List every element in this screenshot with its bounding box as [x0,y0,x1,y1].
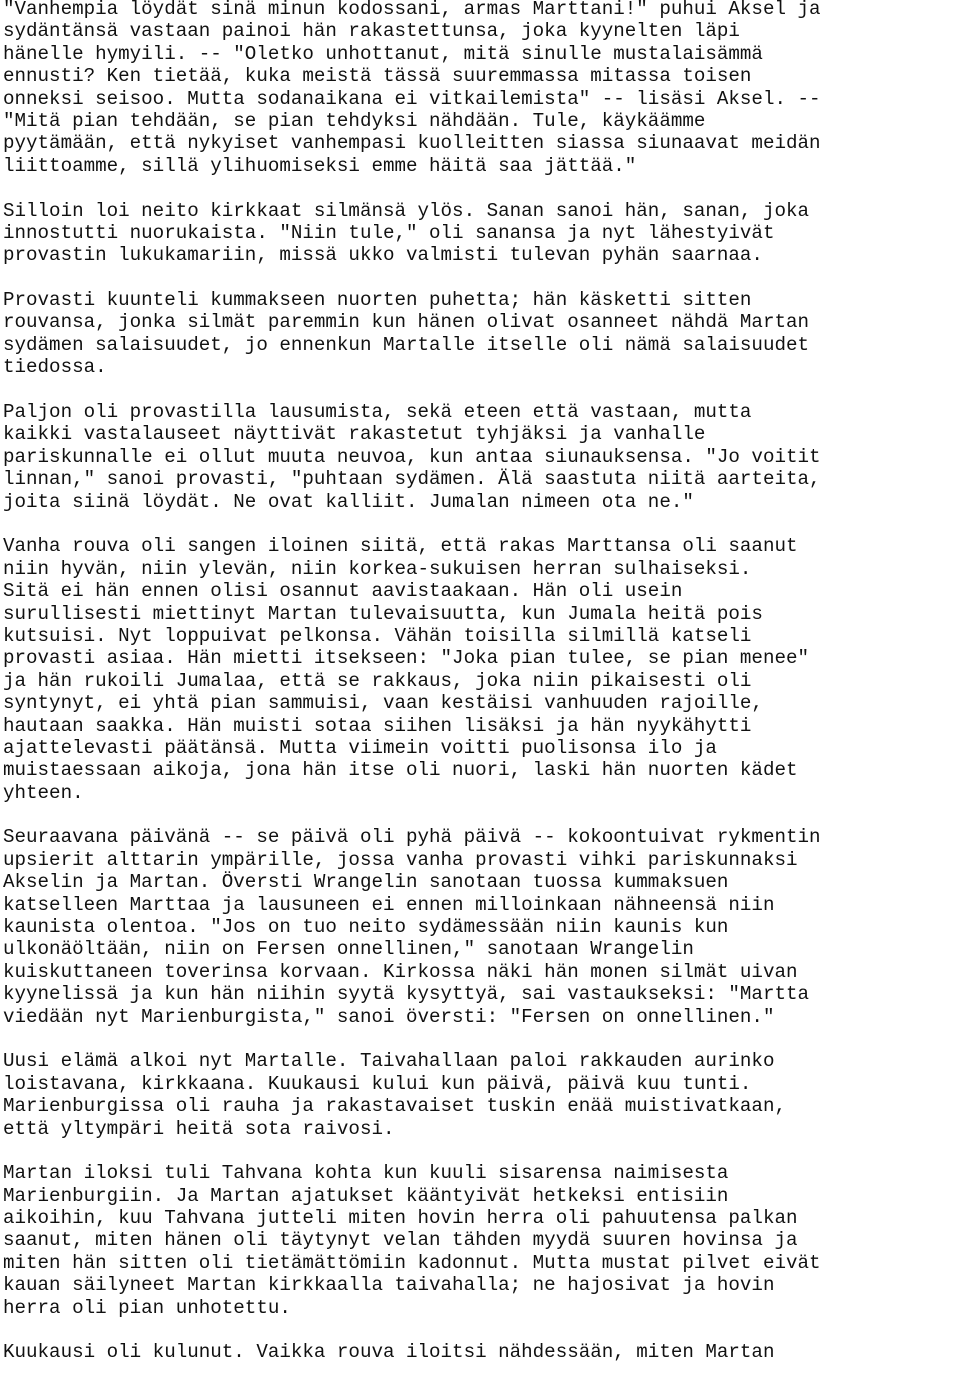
text-line: Kuukausi oli kulunut. Vaikka rouva iloitsi nähdessään, miten Martan [3,1341,775,1364]
text-line: Silloin loi neito kirkkaat silmänsä ylös. Sanan sanoi hän, sanan, joka [3,199,810,222]
paragraph [3,1162,960,1319]
text-line: provasti asiaa. Hän mietti itsekseen: "Joka pian tulee, se pian menee" [3,647,810,670]
text-line: Martan iloksi tuli Tahvana kohta kun kuuli sisarensa naimisesta [3,1162,729,1185]
paragraph [3,1050,960,1140]
text-line: kaunista olentoa. "Jos on tuo neito sydämessään niin kaunis kun [3,916,729,939]
text-line: Seuraavana päivänä -- se päivä oli pyhä päivä -- kokoontuivat rykmentin [3,826,821,849]
text-line: hautaan saakka. Hän muisti sotaa siihen lisäksi ja hän nyykähytti [3,714,752,737]
text-line: Provasti kuunteli kummakseen nuorten puhetta; hän käsketti sitten [3,289,752,312]
paragraph [3,200,960,267]
text-line: "Vanhempia löydät sinä minun kodossani, armas Marttani!" puhui Aksel ja [3,0,821,20]
text-line: Uusi elämä alkoi nyt Martalle. Taivahallaan paloi rakkauden aurinko [3,1050,775,1073]
text-line: muistaessaan aikoja, jona hän itse oli nuori, laski hän nuorten kädet [3,759,798,782]
text-line: Marienburgissa oli rauha ja rakastavaiset tuskin enää muistivatkaan, [3,1095,786,1118]
text-line: innostutti nuorukaista. "Niin tule," oli sanansa ja nyt lähestyivät [3,221,775,244]
text-line: syntynyt, ei yhtä pian sammuisi, vaan kestäisi vanhuuden rajoille, [3,692,763,715]
text-line: aikoihin, kuu Tahvana jutteli miten hovin herra oli pahuutensa palkan [3,1207,798,1230]
text-line: pariskunnalle ei ollut muuta neuvoa, kun antaa siunauksensa. "Jo voitit [3,445,821,468]
text-line: että yltympäri heitä sota raivosi. [3,1117,395,1140]
text-line: Vanha rouva oli sangen iloinen siitä, että rakas Marttansa oli saanut [3,535,798,558]
paragraph [3,1341,960,1363]
text-line: kaikki vastalauseet näyttivät rakastetut tyhjäksi ja vanhalle [3,423,706,446]
text-line: kuiskuttaneen toverinsa korvaan. Kirkossa näki hän monen silmät uivan [3,960,798,983]
text-line: linnan," sanoi provasti, "puhtaan sydämen. Älä saastuta niitä aarteita, [3,468,821,491]
text-line: ajattelevasti päätänsä. Mutta viimein voitti puolisonsa ilo ja [3,736,717,759]
text-line: joita siinä löydät. Ne ovat kalliit. Jumalan nimeen ota ne." [3,490,694,513]
text-line: kyynelissä ja kun hän niihin syytä kysyttyä, sai vastaukseksi: "Martta [3,983,810,1006]
text-line: Akselin ja Martan. Översti Wrangelin sanotaan tuossa kummaksuen [3,871,729,894]
text-line: yhteen. [3,781,84,804]
text-line: katselleen Marttaa ja lausuneen ei ennen milloinkaan nähneensä niin [3,893,775,916]
text-line: upsierit alttarin ympärille, jossa vanha provasti vihki pariskunnaksi [3,848,798,871]
text-line: niin hyvän, niin ylevän, niin korkea-sukuisen herran sulhaiseksi. [3,557,752,580]
text-line: rouvansa, jonka silmät paremmin kun hänen olivat osanneet nähdä Martan [3,311,810,334]
text-line: onneksi seisoo. Mutta sodanaikana ei vitkailemista" -- lisäsi Aksel. -- [3,87,821,110]
text-line: Sitä ei hän ennen olisi osannut aavistaakaan. Hän oli usein [3,580,683,603]
paragraph [3,289,960,379]
text-line: liittoamme, sillä ylihuomiseksi emme häitä saa jättää." [3,154,637,177]
text-line: provastin lukukamariin, missä ukko valmisti tulevan pyhän saarnaa. [3,244,763,267]
text-line: sydämen salaisuudet, jo ennenkun Martalle itselle oli nämä salaisuudet [3,333,810,356]
text-line: ulkonäöltään, niin on Fersen onnellinen," sanotaan Wrangelin [3,938,694,961]
text-line: kauan säilyneet Martan kirkkaalla taivahalla; ne hajosivat ja hovin [3,1274,775,1297]
text-line: viedään nyt Marienburgista," sanoi översti: "Fersen on onnellinen." [3,1005,775,1028]
text-line: kutsuisi. Nyt loppuivat pelkonsa. Vähän toisilla silmillä katseli [3,624,752,647]
paragraph [3,535,960,804]
text-line: pyytämään, että nykyiset vanhempasi kuolleitten siassa siunaavat meidän [3,132,821,155]
paragraph [3,0,960,177]
paragraph [3,826,960,1028]
text-line: hänelle hymyili. -- "Oletko unhottanut, mitä sinulle mustalaisämmä [3,42,763,65]
text-line: loistavana, kirkkaana. Kuukausi kului kun päivä, päivä kuu tunti. [3,1072,752,1095]
text-line: Paljon oli provastilla lausumista, sekä eteen että vastaan, mutta [3,401,752,424]
text-line: tiedossa. [3,356,107,379]
text-line: Marienburgiin. Ja Martan ajatukset kääntyivät hetkeksi entisiin [3,1184,729,1207]
text-line: herra oli pian unhotettu. [3,1296,291,1319]
text-line: miten hän sitten oli tietämättömiin kadonnut. Mutta mustat pilvet eivät [3,1251,821,1274]
document-body [3,0,960,1386]
text-line: surullisesti miettinyt Martan tulevaisuutta, kun Jumala heitä pois [3,602,763,625]
paragraph [3,401,960,513]
text-line: saanut, miten hänen oli täytynyt velan tähden myydä suuren hovinsa ja [3,1229,798,1252]
text-line: "Mitä pian tehdään, se pian tehdyksi nähdään. Tule, käykäämme [3,109,706,132]
text-line: ja hän rukoili Jumalaa, että se rakkaus, joka niin pikaisesti oli [3,669,752,692]
text-line: ennusti? Ken tietää, kuka meistä tässä suuremmassa mitassa toisen [3,65,752,88]
text-line: sydäntänsä vastaan painoi hän rakastettunsa, joka kyynelten läpi [3,20,740,43]
